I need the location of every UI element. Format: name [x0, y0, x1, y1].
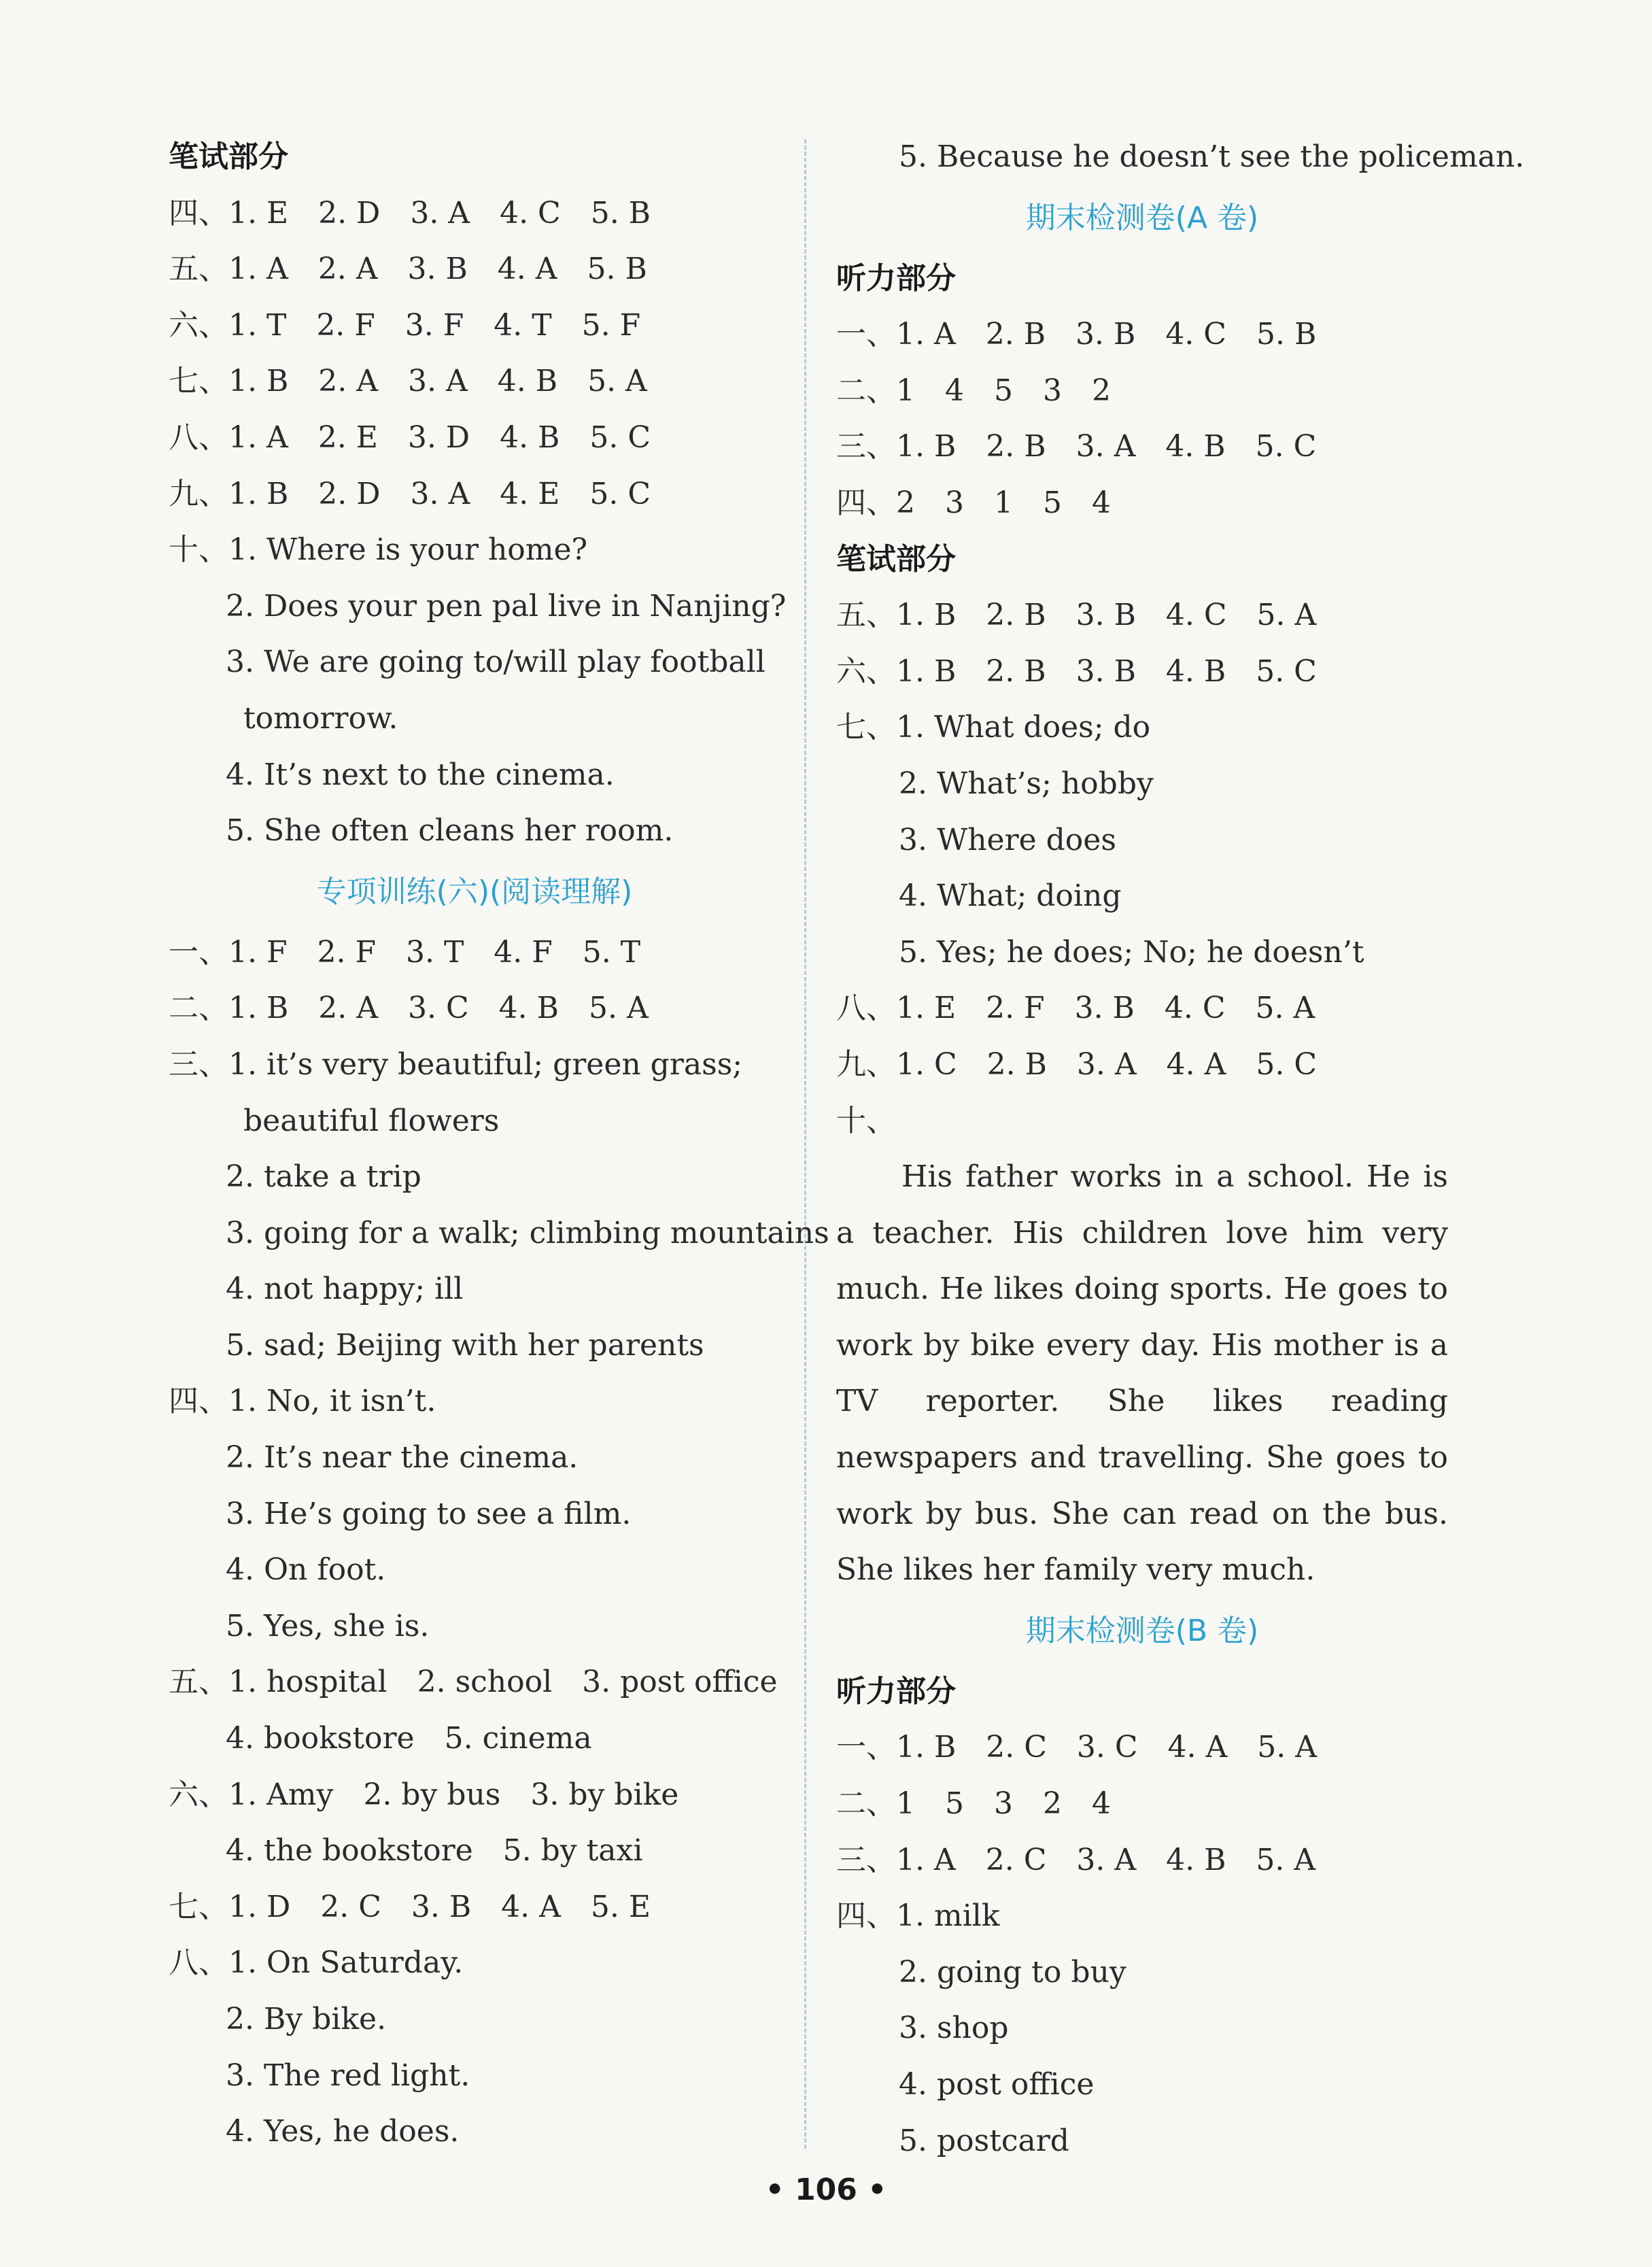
answer-subline: 2. By bike.	[226, 2002, 387, 2036]
answer-line: 二、1 5 3 2 4	[836, 1786, 1111, 1822]
answer-subline: 2. It’s near the cinema.	[226, 1440, 579, 1476]
answer-subline: 4. It’s next to the cinema.	[226, 757, 615, 792]
answer-line: 四、1. milk	[836, 1898, 1000, 1934]
answer-subline: 4. post office	[899, 2067, 1095, 2102]
writing-paragraph: His father works in a school. He is a teacher. His children love him very much. He likes doing sports. He goes to work by bike every day. His mother is a TV reporter. She likes reading newspapers and travelling. She goes to work by bus. She can read on the bus. She likes her family very much.	[836, 1159, 1448, 1588]
answer-subline: tomorrow.	[243, 700, 398, 736]
section-heading-written: 笔试部分	[169, 139, 288, 174]
answer-line: 四、2 3 1 5 4	[836, 485, 1111, 520]
answer-subline: 5. sad; Beijing with her parents	[226, 1327, 704, 1363]
answer-subline: 4. Yes, he does.	[226, 2114, 460, 2149]
answer-subline: 2. What’s; hobby	[899, 766, 1154, 801]
answer-subline: 4. On foot.	[226, 1552, 386, 1588]
answer-subline: 3. We are going to/will play football	[226, 645, 765, 680]
answer-line: 十、1. Where is your home?	[169, 532, 588, 568]
answer-line: 六、1. T 2. F 3. F 4. T 5. F	[169, 307, 641, 343]
answer-line: 四、1. E 2. D 3. A 4. C 5. B	[169, 195, 651, 231]
answer-subline: 4. bookstore 5. cinema	[226, 1721, 592, 1756]
page-number: • 106 •	[765, 2172, 887, 2207]
left-column	[169, 129, 829, 2160]
answer-subline: 4. What; doing	[899, 879, 1122, 914]
answer-line: 八、1. E 2. F 3. B 4. C 5. A	[836, 991, 1315, 1026]
answer-line: 五、1. A 2. A 3. B 4. A 5. B	[169, 252, 647, 287]
answer-subline: 3. He’s going to see a film.	[226, 1496, 632, 1531]
column-divider	[804, 139, 806, 2149]
answer-line: 一、1. F 2. F 3. T 4. F 5. T	[169, 934, 641, 970]
answer-line: 三、1. it’s very beautiful; green grass;	[169, 1046, 743, 1082]
answer-line: 六、1. Amy 2. by bus 3. by bike	[169, 1777, 679, 1812]
answer-line: 七、1. What does; do	[836, 710, 1151, 745]
section-heading-written: 笔试部分	[836, 541, 956, 577]
answer-line: 八、1. A 2. E 3. D 4. B 5. C	[169, 420, 651, 455]
answer-subline: 2. going to buy	[899, 1954, 1126, 1990]
answer-line: 二、1 4 5 3 2	[836, 373, 1111, 408]
section-heading-listening: 听力部分	[836, 260, 956, 296]
answer-subline: 5. Because he doesn’t see the policeman.	[899, 139, 1525, 174]
section-title-final-a: 期末检测卷(A 卷)	[1025, 200, 1259, 235]
answer-line: 三、1. B 2. B 3. A 4. B 5. C	[836, 429, 1317, 464]
section-heading-listening: 听力部分	[836, 1673, 956, 1709]
answer-subline: 5. She often cleans her room.	[226, 813, 674, 849]
right-column	[836, 129, 1525, 2169]
answer-subline: 3. Where does	[899, 822, 1116, 857]
answer-line: 三、1. A 2. C 3. A 4. B 5. A	[836, 1842, 1316, 1877]
answer-subline: 4. the bookstore 5. by taxi	[226, 1833, 643, 1869]
answer-line: 五、1. B 2. B 3. B 4. C 5. A	[836, 598, 1317, 633]
answer-line: 十、	[836, 1103, 896, 1138]
answer-line: 九、1. C 2. B 3. A 4. A 5. C	[836, 1046, 1318, 1082]
answer-line: 五、1. hospital 2. school 3. post office	[169, 1665, 778, 1700]
answer-line: 八、1. On Saturday.	[169, 1945, 464, 1981]
answer-line: 二、1. B 2. A 3. C 4. B 5. A	[169, 991, 649, 1026]
answer-line: 六、1. B 2. B 3. B 4. B 5. C	[836, 653, 1317, 689]
answer-subline: 3. shop	[899, 2011, 1009, 2046]
answer-line: 七、1. D 2. C 3. B 4. A 5. E	[169, 1889, 651, 1924]
answer-subline: 3. The red light.	[226, 2058, 470, 2093]
answer-line: 一、1. A 2. B 3. B 4. C 5. B	[836, 317, 1317, 352]
answer-subline: beautiful flowers	[243, 1103, 500, 1138]
answer-subline: 2. take a trip	[226, 1159, 421, 1195]
answer-subline: 5. postcard	[899, 2123, 1069, 2158]
answer-subline: 2. Does your pen pal live in Nanjing?	[226, 588, 787, 624]
answer-subline: 5. Yes; he does; No; he doesn’t	[899, 934, 1364, 970]
answer-subline: 3. going for a walk; climbing mountains	[226, 1215, 829, 1250]
answer-line: 一、1. B 2. C 3. C 4. A 5. A	[836, 1730, 1318, 1765]
answer-subline: 4. not happy; ill	[226, 1272, 464, 1307]
answer-line: 七、1. B 2. A 3. A 4. B 5. A	[169, 364, 647, 399]
answer-subline: 5. Yes, she is.	[226, 1608, 430, 1643]
section-title-reading: 专项训练(六)(阅读理解)	[316, 874, 633, 909]
answer-line: 九、1. B 2. D 3. A 4. E 5. C	[169, 476, 651, 511]
answer-line: 四、1. No, it isn’t.	[169, 1384, 436, 1419]
section-title-final-b: 期末检测卷(B 卷)	[1025, 1613, 1259, 1648]
